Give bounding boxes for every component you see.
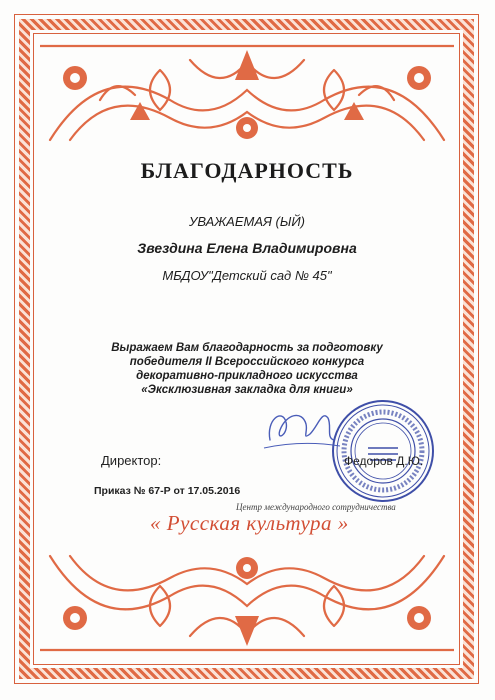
top-ornament-icon — [40, 40, 454, 148]
certificate-title: БЛАГОДАРНОСТЬ — [140, 158, 354, 183]
director-label: Директор: — [101, 453, 162, 468]
recipient-name: Звездина Елена Владимировна — [137, 240, 357, 256]
body-line: «Эксклюзивная закладка для книги» — [141, 384, 353, 396]
body-line: победителя II Всероссийского конкурса — [129, 356, 365, 368]
salutation: УВАЖАЕМАЯ (ЫЙ) — [189, 214, 305, 229]
bottom-ornament-icon — [40, 548, 454, 656]
official-stamp-icon — [330, 398, 436, 504]
order-number: Приказ № 67-Р от 17.05.2016 — [94, 485, 241, 497]
director-name: Федоров Д.Ю. — [344, 454, 424, 468]
body-line: декоративно-прикладного искусства — [136, 370, 358, 382]
director-signature-icon — [262, 400, 342, 456]
body-line: Выражаем Вам благодарность за подготовку — [111, 342, 383, 354]
body-text — [60, 341, 434, 397]
issuer-name: « Русская культура » — [150, 511, 349, 535]
organization-name: МБДОУ"Детский сад № 45" — [162, 268, 332, 283]
issuer-caption: Центр международного сотрудничества — [236, 502, 396, 512]
